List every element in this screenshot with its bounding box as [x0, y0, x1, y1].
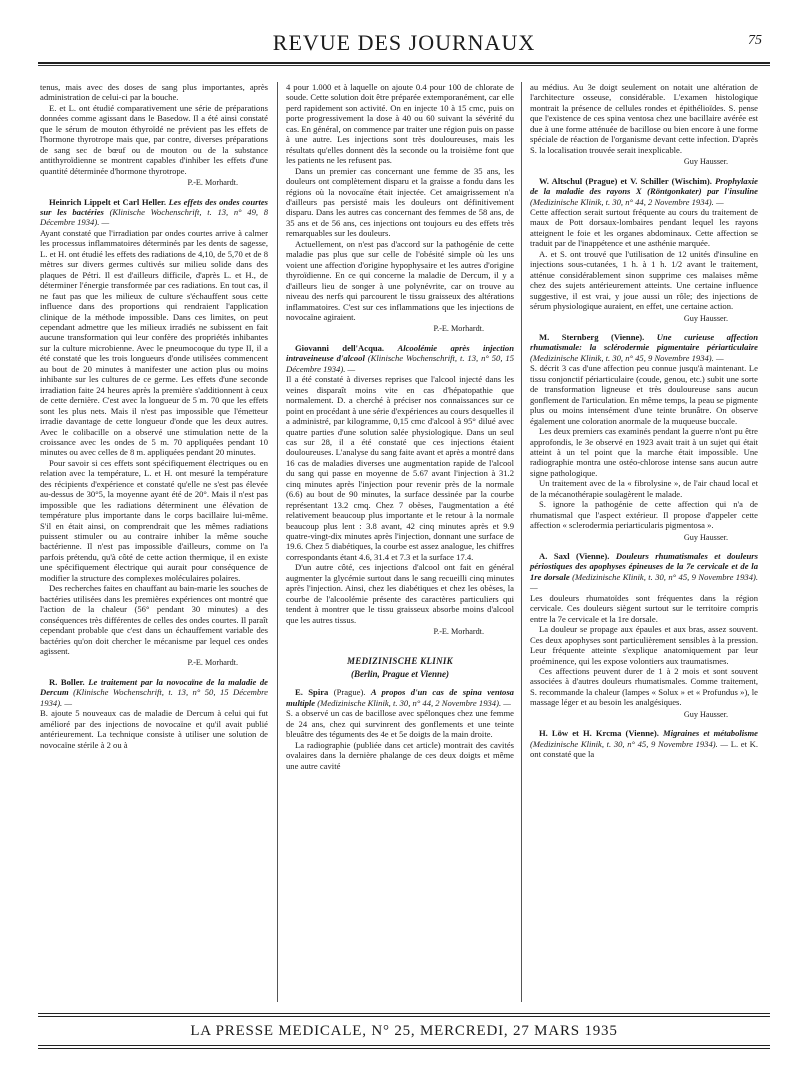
- signature: Guy Hausser.: [683, 532, 728, 542]
- article-title: Le traitement par la novocaïne de la maladie de Dercum: [40, 676, 269, 698]
- paragraph: Pour savoir si ces effets sont spécifiquement électriques ou en relation avec la température, L. et H. ont mesuré la température des récipients d'expérience et constaté qu'elle ne s'est pas élevée au-dessus de 30°5, la moyenne ayant été de 20°. Mais il n'est pas impossible que les radiations déterminent une élévation de température plus importante dans le corps bacillaire lui-même. S'il en était ainsi, on comprendrait que les mêmes radiations puissent stimuler ou au contraire inhiber la même souche bactérienne. Il n'est pas impossible d'ailleurs, comme on l'a parfois prétendu, qu'à côté de cette action thermique, il en existe une spécifiquement électrique qui aurait pour conséquence de modifier la structure des complexes moléculaires polaires.: [40, 457, 268, 583]
- paragraph: Les deux premiers cas examinés pendant la guerre n'ont pu être approfondis, le 3e observé en 1923 avait trait à un sujet qui était atteint à un tel point que la marche était impossible. Une radiographie montra une ostéo-chlorose intense sans aucun autre signe pathologique.: [530, 426, 758, 478]
- column-1: [40, 82, 268, 750]
- article-source: (Klinische Wochenschrift, t. 13, n° 49, 8 Décembre 1934). —: [40, 206, 269, 228]
- footer-rule: [38, 1048, 770, 1049]
- article-source: (Klinische Wochenschrift, t. 13, n° 50, 15 Décembre 1934). —: [286, 353, 515, 374]
- footer-rule: [38, 1045, 770, 1046]
- footer-rule: [38, 1013, 770, 1014]
- paragraph: 4 pour 1.000 et à laquelle on ajoute 0.4 pour 100 de chlorate de soude. Cette solution doit être préparée extemporanément, car elle perd rapidement son activité. On en injecte 10 à 15 cmc, puis on porte progressivement la dose à 40 ou 60 suivant la sévérité du cas. En général, on commence par traiter une région puis on passe à une autre. Les injections sont très douloureuses, mais les résultats qu'elles donnent dès la seconde ou la troisième font que les patients ne les refusent pas.: [286, 82, 514, 166]
- paragraph: S. décrit 3 cas d'une affection peu connue jusqu'à maintenant. Le tissu conjonctif périarticulaire (coude, genou, etc.) subit une sorte de transformation ligneuse et très douloureuse sans aucun gonflement de l'articulation. En même temps, la peau se pigmente plus ou moins intensément d'une teinte brunâtre. On observe également une coloration anormale de la muqueuse buccale.: [530, 363, 758, 426]
- column-3: [530, 82, 758, 760]
- header-rule-thin: [38, 65, 770, 66]
- article-source: (Medizinische Klinik, t. 30, n° 45, 9 Novembre 1934). —: [530, 352, 724, 363]
- article-heading: [286, 687, 514, 708]
- article-authors: M. Sternberg (Vienne).: [539, 331, 645, 342]
- paragraph: Des recherches faites en chauffant au bain-marie les souches de bactéries utilisées dans les premières expériences ont montré que l'action de la chaleur (56° pendant 30 minutes) a des conséquences très différentes de celles des ondes courtes. Il paraît cependant probable que c'est dans un échauffement variable des bactéries qu'on doit chercher le mécanisme par lequel ces ondes agissent.: [40, 583, 268, 657]
- paragraph: S. ignore la pathogénie de cette affection qui n'a de rhumatismal que l'aspect extérieur. Il propose d'appeler cette affection « sclerodermia periarticularis pigmentosa ».: [530, 499, 758, 531]
- signature: P.-E. Morhardt.: [433, 627, 484, 637]
- footer-imprint: LA PRESSE MEDICALE, N° 25, MERCREDI, 27 MARS 1935: [190, 1023, 618, 1039]
- paragraph: tenus, mais avec des doses de sang plus importantes, après administration de celui-ci par la bouche.: [40, 82, 268, 103]
- paragraph: D'un autre côté, ces injections d'alcool ont fait en général augmenter la glycémie surtout dans le sang recueilli cinq minutes après l'injection. Ainsi, chez les diabétiques et chez les obèses, la courbe de l'alcoolémie présente des caractères particuliers qui tendent à montrer que le tissu graisseux absorbe moins d'alcool que les autres tissus.: [286, 562, 514, 625]
- paragraph: Dans un premier cas concernant une femme de 35 ans, les douleurs ont complètement disparu et la graisse a fondu dans les régions où la novocaïne était injectée. Cet amaigrissement n'a d'ailleurs pas persisté mais les douleurs ont définitivement disparu. Dans les autres cas concernant des femmes de 58 ans, de 35 ans et de 56 ans, ces injections ont toujours eu des effets très remarquables sur les douleurs.: [286, 165, 514, 239]
- article-heading: [40, 197, 268, 228]
- signature: P.-E. Morhardt.: [433, 324, 484, 334]
- signature: Guy Hausser.: [683, 709, 728, 719]
- article-title: A propos d'un cas de spina ventosa multiple: [286, 687, 514, 708]
- article-title: Une curieuse affection rhumatismale: la sclérodermie pigmentaire périarticulaire: [530, 331, 758, 353]
- header-rule: [38, 62, 770, 64]
- signature: Guy Hausser.: [683, 313, 728, 323]
- paragraph: Ayant constaté que l'irradiation par ondes courtes arrive à calmer les processus inflammatoires déterminés par les dents de sagesse, L. et H. ont étudié les effets des radiations de 4,10, de 5,70 et de 8 mètres sur divers germes cultivés sur milieu solide dans des plaques de Pétri. Il est d'ailleurs difficile, d'après L. et H., de déterminer l'énergie transformée par ces radiations. En tout cas, il ne faut pas que les milieux de culture s'échauffent sous cette influence dans des proportions qui rendraient l'application clinique de la méthode impossible. Dans ces limites, on peut cependant admettre que les milieux irradiés ne subissent en fait aucune transformation qui leur confère des propriétés inhibantes sur la culture microbienne. Avec le pneumocoque du type II, il a été constaté que les trois longueurs d'onde utilisées commencent au bout de 20 minutes à manifester une action plus ou moins inhibante sur les cultures de ce germe. Les effets d'une seconde irradiation faite 24 heures après la première s'additionnent à ceux de cette dernière. C'est avec la longueur de 5 m. 70 que les effets sont les plus nets. Mais il n'est pas impossible que l'émetteur irradie davantage de cette longueur d'onde que les deux autres. Avec le colibacille on a observé une stimulation nette de la croissance avec les ondes de 5 m. 70 appliquées pendant 10 minutes ou avec celles de 8 m. appliquées pendant 20 minutes.: [40, 227, 268, 458]
- article-authors: Heinrich Lippelt et Carl Heller.: [49, 196, 167, 207]
- paragraph: La douleur se propage aux épaules et aux bras, assez souvent. Ces deux apophyses sont particulièrement sensibles à la pression. Leur fréquente atteinte s'explique anatomiquement par leur proéminence, qui les expose volontiers aux traumatismes.: [530, 624, 758, 666]
- column-separator: [277, 82, 278, 1002]
- article-source: (Klinische Wochenschrift, t. 13, n° 50, 15 Décembre 1934). —: [40, 687, 269, 708]
- page-header: [38, 30, 770, 60]
- journal-section-subtitle: (Berlin, Prague et Vienne): [350, 669, 449, 680]
- article-authors: Giovanni dell'Acqua.: [295, 342, 385, 353]
- paragraph: Les douleurs rhumatoïdes sont fréquentes dans la région cervicale. Ces douleurs siègent surtout sur le territoire compris entre la 7e cervicale et la 1re dorsale.: [530, 592, 758, 624]
- article-title: Prophylaxie de la maladie des rayons X (Röntgonkater) par l'insuline: [530, 175, 758, 197]
- article-source: (Medizinische Klinik, t. 30, n° 44, 2 Novembre 1934). —: [530, 196, 724, 207]
- paragraph: S. a observé un cas de bacillose avec spélonques chez une femme de 24 ans, chez qui survinrent des gonflements et une teinte bleuâtre des téguments des 4e et 5e doigts de la main droite.: [286, 708, 514, 740]
- paragraph: A. et S. ont trouvé que l'utilisation de 12 unités d'insuline en injections sous-cutanées, 1 h. à 1 h. 1/2 avant le traitement, atténue considérablement sinon supprime ces malaises même chez des sujets antérieurement atteints. Une certaine influence suggestive, il est vrai, y joue aussi un rôle; des injections de sérum physiologique auraient, en effet, une certaine action.: [530, 248, 758, 312]
- article-authors: R. Boller.: [49, 676, 85, 687]
- article-source: (Medizinische Klinik, t. 30, n° 44, 2 Novembre 1934). —: [317, 697, 511, 708]
- article-heading: [530, 176, 758, 207]
- signature: P.-E. Morhardt.: [187, 178, 238, 188]
- paragraph: au médius. Au 3e doigt seulement on notait une altération de l'architecture osseuse, considérable. L'examen histologique montrait la présence de cellules rondes et épithélioïdes. S. pense que l'existence de ces spina ventosa chez une bacillaire avérée est due à une forme atténuée de bacillose ou bien encore à une forme spéciale de réaction de l'organisme devant cette infection. D'après S. la localisation trouvée serait inexplicable.: [530, 82, 758, 155]
- article-source: (Medizinische Klinik, t. 30, n° 45, 9 Novembre 1934). —: [530, 571, 758, 593]
- paragraph: La radiographie (publiée dans cet article) montrait des cavités ovalaires dans la dernière phalange de ces deux doigts et même une autre cavité: [286, 739, 514, 771]
- article-heading: [530, 551, 758, 593]
- column-separator: [521, 82, 522, 1002]
- running-title: REVUE DES JOURNAUX: [272, 30, 536, 55]
- article-title: Alcoolémie après injection intraveineuse d'alcool: [286, 342, 514, 364]
- paragraph: E. et L. ont étudié comparativement une série de préparations données comme agissant dans le Basedow. Il a été ainsi constaté que le sérum de mouton éthyroïdé ne prévient pas les effets de l'hormone thyrotrope mais que, par contre, diverses préparations de sang sec de bœuf ou de mouton ou de la substance antithyroïdienne se montrent capables d'inhiber les effets d'une quantité déterminée d'hormone thyrotrope.: [40, 102, 268, 176]
- article-authors: E. Spira: [295, 687, 329, 698]
- column-2: [286, 82, 514, 771]
- article-authors: H. Löw et H. Krcma (Vienne).: [539, 728, 659, 739]
- article-title: Les effets des ondes courtes sur les bactéries: [40, 196, 268, 217]
- article-heading: [286, 343, 514, 374]
- article-authors: A. Saxl (Vienne).: [539, 551, 610, 562]
- article-location: (Prague).: [333, 687, 366, 698]
- paragraph: Un traitement avec de la « fibrolysine », de l'air chaud local et de la mécanothérapie soulagèrent le malade.: [530, 478, 758, 499]
- paragraph: Cette affection serait surtout fréquente au cours du traitement de maux de Pott dorsaux-lombaires pendant lequel les rayons atteignent le foie et les organes abdominaux. Cette affection se traduit par de l'inappétence et une asthénie marquée.: [530, 206, 758, 249]
- signature: P.-E. Morhardt.: [187, 658, 238, 668]
- article-heading: [40, 677, 268, 708]
- paragraph: B. ajoute 5 nouveaux cas de maladie de Dercum à celui qui fut amélioré par des injections de novocaïne et qu'il avait publié antérieurement. La technique consiste à utiliser une solution de novocaïne stérile à 2 ou à: [40, 708, 268, 750]
- paragraph: L. et K. ont constaté que la: [530, 738, 758, 760]
- article-heading: [530, 728, 758, 759]
- article-heading: [530, 332, 758, 363]
- paragraph: Ces affections peuvent durer de 1 à 2 mois et sont souvent associées à d'autres douleurs rhumatismales. Comme traitement, S. recommande la chaleur (lampes « Solux » et « Profundus »), le massage léger et au besoin les analgésiques.: [530, 666, 758, 708]
- article-title: Migraines et métabolisme: [662, 728, 758, 739]
- signature: Guy Hausser.: [683, 157, 728, 167]
- page-number: 75: [748, 33, 762, 48]
- paragraph: Il a été constaté à diverses reprises que l'alcool injecté dans les veines disparaît moins vite en cas d'hépatopathie que normalement. D. a cherché à préciser nos connaissances sur ce point en procédant à une série d'expériences au cours desquelles il a administré, par kilogramme, 0,15 cmc d'alcool à 95° dilué avec quatre parties d'une solution salée physiologique. Dans un seul cas sur 28, il a été constaté que ces injections étaient douloureuses. L'analyse du sang faite avant et après a montré dans 16 cas de maladies diverses une augmentation rapide de l'alcool du sang qui passe en moyenne de 5.67 avant l'injection à 31.2 cinq minutes après l'injection pour revenir près de la normale (6.6) au bout de 90 minutes, la surface dessinée par la courbe représentant 13.2 cmq. Chez 7 obèses, l'augmentation a été relativement beaucoup plus importante et le retour à la normale beaucoup plus lent : 3.8 avant, 42 cinq minutes après et 9.9 quatre-vingt-dix minutes après l'injection, donnant une surface de 19.6. Chez 5 diabétiques, la courbe est assez analogue, les chiffres correspondants étant 4.6, 31.4 et 7.3 et la surface 17.4.: [286, 374, 515, 562]
- paragraph: Actuellement, on n'est pas d'accord sur la pathogénie de cette maladie pas plus que sur celle de l'obésité simple où les uns voient une affection d'origine hypophysaire et les autres d'origine thyroïdienne. En ce qui concerne la maladie de Dercum, il y a d'ailleurs lieu de songer à une polynévrite, car on trouve au niveau des nerfs qui parcourent le tissu graisseux des altérations inflammatoires. C'est sur ces inflammations que les injections de novocaïne agiraient.: [286, 238, 514, 322]
- article-source: (Medizinische Klinik, t. 30, n° 45, 9 Novembre 1934). —: [530, 738, 729, 749]
- article-title: Douleurs rhumatismales et douleurs périostiques des apophyses épineuses de la 7e cervicale et de la 1re dorsale: [530, 551, 758, 582]
- journal-section-title: MEDIZINISCHE KLINIK: [347, 655, 453, 666]
- article-authors: W. Altschul (Prague) et V. Schiller (Wischim).: [539, 175, 712, 186]
- page-footer: [38, 1013, 770, 1053]
- footer-rule: [38, 1016, 770, 1017]
